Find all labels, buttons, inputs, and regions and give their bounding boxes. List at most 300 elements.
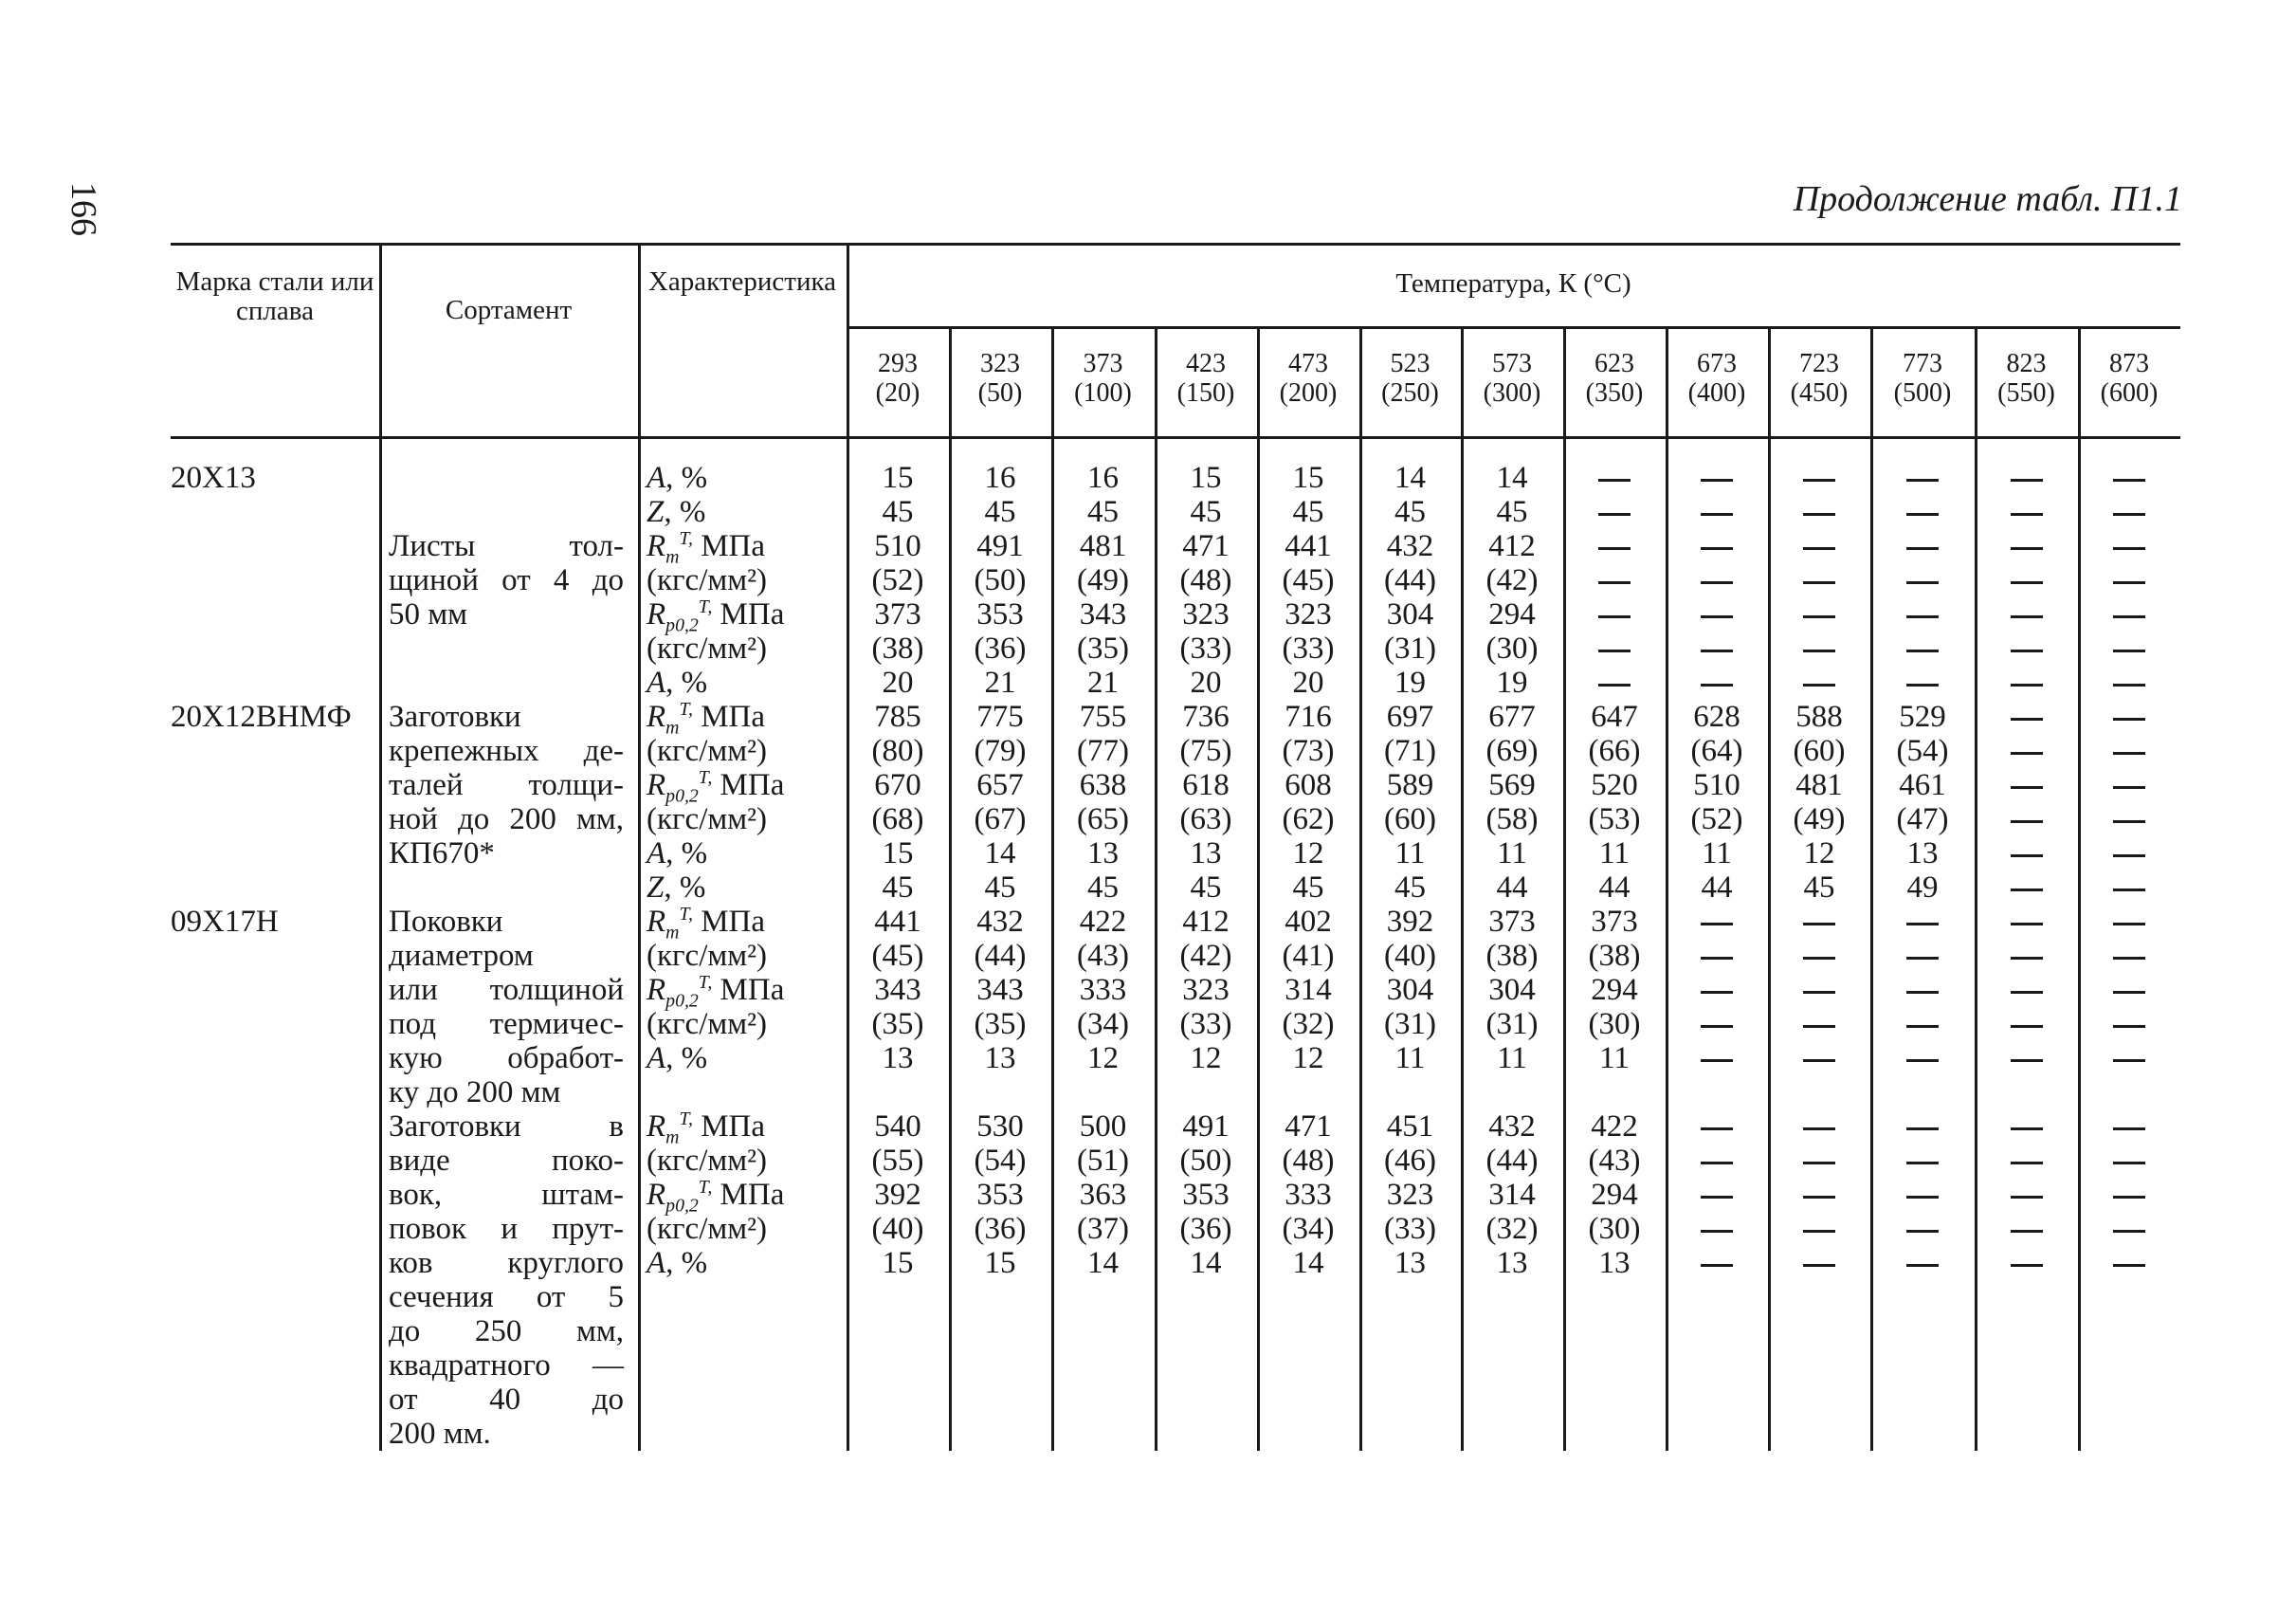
value-cell [1870, 632, 1975, 666]
value-cell: 677 [1488, 700, 1536, 734]
dash-mark [1598, 513, 1631, 516]
value-cell [2078, 836, 2180, 870]
dash-mark [1701, 684, 1733, 687]
value-cell [1975, 1041, 2078, 1075]
header-bottom-rule [171, 436, 2180, 439]
dash-mark [1803, 1230, 1835, 1233]
value-cell: 461 [1899, 768, 1946, 802]
value-cell: 21 [1087, 666, 1119, 700]
value-cell: 45 [1292, 870, 1324, 905]
value-cell: 392 [1386, 905, 1434, 939]
value-cell: (34) [1282, 1212, 1335, 1246]
value-cell: (49) [1793, 802, 1846, 836]
value-cell: 294 [1591, 1178, 1638, 1212]
value-cell: (54) [1896, 734, 1949, 768]
value-cell: (63) [1179, 802, 1232, 836]
value-cell: 14 [1292, 1246, 1324, 1280]
value-cell: 15 [882, 1246, 914, 1280]
dash-mark [2113, 820, 2145, 823]
value-cell [1768, 1212, 1870, 1246]
value-cell: 14 [984, 836, 1016, 870]
value-cell [1870, 495, 1975, 529]
value-cell [1666, 1212, 1768, 1246]
sortament-line: ков круглого [389, 1246, 624, 1280]
value-cell [1870, 1109, 1975, 1144]
value-cell [2078, 700, 2180, 734]
value-cell: 15 [882, 836, 914, 870]
value-cell [1870, 1212, 1975, 1246]
value-cell: 569 [1488, 768, 1536, 802]
value-cell [1870, 597, 1975, 632]
dash-mark [1701, 547, 1733, 550]
value-cell [1870, 1178, 1975, 1212]
dash-mark [1701, 1196, 1733, 1199]
temperature-header-rule [847, 326, 2180, 329]
dash-mark [1598, 581, 1631, 584]
value-cell [2078, 632, 2180, 666]
dash-mark [2113, 1230, 2145, 1233]
value-cell: 304 [1386, 597, 1434, 632]
value-cell: 323 [1285, 597, 1332, 632]
value-cell: 14 [1190, 1246, 1222, 1280]
value-cell [2078, 1007, 2180, 1041]
sortament-line: повок и прут- [389, 1212, 624, 1246]
value-cell: 20 [1292, 666, 1324, 700]
value-cell: 12 [1087, 1041, 1119, 1075]
value-cell: 323 [1182, 973, 1230, 1007]
dash-mark [1803, 547, 1835, 550]
value-cell [1768, 597, 1870, 632]
value-cell: 21 [984, 666, 1016, 700]
value-cell: 45 [882, 870, 914, 905]
value-cell: (49) [1077, 563, 1129, 597]
dash-mark [2011, 923, 2043, 925]
temperature-k-header: 773 [1903, 349, 1942, 378]
sortament-line: Заготовки [389, 700, 521, 734]
dash-mark [2011, 547, 2043, 550]
dash-mark [1803, 615, 1835, 618]
value-cell [1768, 1246, 1870, 1280]
value-cell: 12 [1190, 1041, 1222, 1075]
dash-mark [2011, 615, 2043, 618]
dash-mark [1906, 991, 1939, 994]
value-cell: (37) [1077, 1212, 1129, 1246]
value-cell [1870, 1041, 1975, 1075]
temperature-k-header: 293 [878, 349, 918, 378]
dash-mark [1598, 650, 1631, 652]
value-cell: 45 [1087, 495, 1119, 529]
value-cell: 333 [1079, 973, 1127, 1007]
value-cell: (48) [1282, 1144, 1335, 1178]
value-cell: 12 [1292, 1041, 1324, 1075]
value-cell [1768, 905, 1870, 939]
row-characteristic: $R_m^{T,}$ МПа [647, 699, 766, 739]
value-cell [1975, 1109, 2078, 1144]
row-characteristic: (кгс/мм²) [647, 802, 768, 836]
dash-mark [2113, 479, 2145, 482]
value-cell: 736 [1182, 700, 1230, 734]
dash-mark [1906, 1127, 1939, 1130]
dash-mark [2113, 854, 2145, 857]
dash-mark [1906, 650, 1939, 652]
value-cell: 353 [1182, 1178, 1230, 1212]
value-cell [1870, 529, 1975, 563]
sortament-line: 200 мм. [389, 1417, 491, 1451]
dash-mark [2011, 752, 2043, 755]
value-cell: 44 [1701, 870, 1733, 905]
value-cell: (50) [1179, 1144, 1232, 1178]
value-cell: (33) [1384, 1212, 1436, 1246]
value-cell: 333 [1285, 1178, 1332, 1212]
dash-mark [1701, 991, 1733, 994]
sortament-line: от 40 до [389, 1383, 624, 1417]
dash-mark [2011, 513, 2043, 516]
value-cell: 11 [1599, 836, 1630, 870]
value-cell [1870, 461, 1975, 495]
value-cell [1768, 973, 1870, 1007]
sortament-line: под термичес- [389, 1007, 624, 1041]
dash-mark [2011, 650, 2043, 652]
value-cell: (32) [1282, 1007, 1335, 1041]
value-cell: (31) [1384, 1007, 1436, 1041]
value-cell: 716 [1285, 700, 1332, 734]
dash-mark [2113, 752, 2145, 755]
dash-mark [2011, 1025, 2043, 1028]
value-cell: 353 [976, 1178, 1024, 1212]
value-cell: 45 [984, 495, 1016, 529]
value-cell: 49 [1906, 870, 1939, 905]
dash-mark [1803, 684, 1835, 687]
sortament-line: вок, штам- [389, 1178, 624, 1212]
temperature-k-header: 423 [1186, 349, 1226, 378]
value-cell [1975, 632, 2078, 666]
value-cell [1666, 632, 1768, 666]
value-cell: 13 [1496, 1246, 1528, 1280]
sortament-line: 50 мм [389, 597, 468, 632]
value-cell: 19 [1496, 666, 1528, 700]
value-cell [1975, 495, 2078, 529]
table-top-rule [171, 243, 2180, 246]
value-cell: 510 [1693, 768, 1740, 802]
value-cell [1768, 461, 1870, 495]
value-cell: (55) [871, 1144, 924, 1178]
value-cell: (75) [1179, 734, 1232, 768]
value-cell: 481 [1795, 768, 1843, 802]
value-cell: 11 [1497, 836, 1527, 870]
value-cell [1975, 597, 2078, 632]
value-cell: (35) [1077, 632, 1129, 666]
dash-mark [1701, 1264, 1733, 1267]
value-cell: 363 [1079, 1178, 1127, 1212]
value-cell: 13 [882, 1041, 914, 1075]
row-characteristic: (кгс/мм²) [647, 939, 768, 973]
value-cell: (30) [1485, 632, 1539, 666]
value-cell [1975, 905, 2078, 939]
value-cell: (51) [1077, 1144, 1129, 1178]
value-cell: (80) [871, 734, 924, 768]
value-cell: (43) [1588, 1144, 1641, 1178]
value-cell: 45 [1394, 495, 1426, 529]
value-cell: (52) [871, 563, 924, 597]
row-characteristic: (кгс/мм²) [647, 1144, 768, 1178]
dash-mark [2113, 547, 2145, 550]
value-cell: (32) [1485, 1212, 1539, 1246]
sortament-line: или толщиной [389, 973, 624, 1007]
value-cell [1666, 1178, 1768, 1212]
value-cell: 343 [976, 973, 1024, 1007]
value-cell: (45) [1282, 563, 1335, 597]
value-cell: (38) [871, 632, 924, 666]
value-cell: 471 [1182, 529, 1230, 563]
dash-mark [1701, 957, 1733, 960]
value-cell [1666, 529, 1768, 563]
page-number: 166 [64, 182, 103, 236]
value-cell: (31) [1485, 1007, 1539, 1041]
value-cell: 628 [1693, 700, 1740, 734]
value-cell: 589 [1386, 768, 1434, 802]
value-cell: 588 [1795, 700, 1843, 734]
value-cell: (35) [871, 1007, 924, 1041]
value-cell: 294 [1591, 973, 1638, 1007]
value-cell [1768, 1041, 1870, 1075]
steel-grade: 20Х13 [171, 461, 256, 495]
value-cell: (68) [871, 802, 924, 836]
value-cell: (50) [974, 563, 1027, 597]
value-cell: 13 [1190, 836, 1222, 870]
value-cell: 44 [1496, 870, 1528, 905]
row-characteristic: $R_{p0,2}^{T,}$ МПа [647, 972, 785, 1012]
value-cell [1975, 973, 2078, 1007]
value-cell: (58) [1485, 802, 1539, 836]
dash-mark [2011, 1264, 2043, 1267]
value-cell: (67) [974, 802, 1027, 836]
value-cell: 441 [874, 905, 921, 939]
row-characteristic: $R_m^{T,}$ МПа [647, 904, 766, 943]
value-cell: 44 [1598, 870, 1631, 905]
dash-mark [1906, 513, 1939, 516]
value-cell [1975, 700, 2078, 734]
table-continuation-title: Продолжение табл. П1.1 [1793, 179, 2182, 219]
value-cell [2078, 1212, 2180, 1246]
value-cell [1870, 563, 1975, 597]
sortament-text [389, 1109, 624, 1451]
value-cell [1870, 1246, 1975, 1280]
value-cell: 12 [1292, 836, 1324, 870]
temperature-k-header: 373 [1083, 349, 1123, 378]
value-cell: 540 [874, 1109, 921, 1144]
value-cell: 45 [882, 495, 914, 529]
value-cell [1666, 1109, 1768, 1144]
value-cell [1975, 802, 2078, 836]
value-cell: (30) [1588, 1212, 1641, 1246]
dash-mark [1598, 479, 1631, 482]
value-cell: (64) [1690, 734, 1743, 768]
dash-mark [1701, 1127, 1733, 1130]
value-cell [1870, 666, 1975, 700]
value-cell: (65) [1077, 802, 1129, 836]
dash-mark [2011, 581, 2043, 584]
value-cell: (44) [974, 939, 1027, 973]
sortament-line: Поковки [389, 905, 503, 939]
value-cell [1666, 495, 1768, 529]
sortament-line: ку до 200 мм [389, 1075, 561, 1109]
value-cell: 15 [1292, 461, 1324, 495]
value-cell: (40) [1384, 939, 1436, 973]
value-cell [2078, 734, 2180, 768]
value-cell [1975, 563, 2078, 597]
value-cell [1768, 1144, 1870, 1178]
dash-mark [1803, 1196, 1835, 1199]
value-cell: 608 [1285, 768, 1332, 802]
value-cell: 451 [1386, 1109, 1434, 1144]
value-cell: 14 [1087, 1246, 1119, 1280]
dash-mark [1701, 923, 1733, 925]
temperature-k-header: 873 [2109, 349, 2149, 378]
value-cell: (36) [974, 632, 1027, 666]
value-cell: (36) [974, 1212, 1027, 1246]
dash-mark [2113, 1162, 2145, 1164]
value-cell: 11 [1394, 1041, 1426, 1075]
dash-mark [1598, 615, 1631, 618]
dash-mark [1803, 479, 1835, 482]
dash-mark [2011, 1059, 2043, 1062]
row-characteristic: A, % [647, 1246, 708, 1280]
value-cell: 14 [1496, 461, 1528, 495]
sortament-line: виде поко- [389, 1144, 624, 1178]
value-cell: 15 [1190, 461, 1222, 495]
temperature-c-header: (50) [977, 378, 1023, 408]
temperature-c-header: (350) [1585, 378, 1644, 408]
value-cell: (33) [1179, 632, 1232, 666]
sortament-line: диаметром [389, 939, 534, 973]
value-cell: 373 [1591, 905, 1638, 939]
value-cell: 618 [1182, 768, 1230, 802]
dash-mark [1701, 581, 1733, 584]
value-cell [1563, 666, 1666, 700]
row-characteristic: (кгс/мм²) [647, 563, 768, 597]
temperature-k-header: 723 [1799, 349, 1839, 378]
dash-mark [2113, 615, 2145, 618]
value-cell [2078, 666, 2180, 700]
dash-mark [1701, 615, 1733, 618]
sortament-text [389, 529, 624, 632]
value-cell [1975, 461, 2078, 495]
value-cell: 500 [1079, 1109, 1127, 1144]
value-cell: 775 [976, 700, 1024, 734]
value-cell: 45 [1803, 870, 1835, 905]
value-cell [1563, 563, 1666, 597]
value-cell: 441 [1285, 529, 1332, 563]
dash-mark [1803, 1162, 1835, 1164]
row-characteristic: $R_{p0,2}^{T,}$ МПа [647, 1177, 785, 1217]
column-divider [638, 243, 641, 1451]
value-cell [1768, 563, 1870, 597]
sortament-line: Листы тол- [389, 529, 624, 563]
dash-mark [1803, 581, 1835, 584]
value-cell [1870, 1007, 1975, 1041]
value-cell [1870, 973, 1975, 1007]
dash-mark [2113, 1127, 2145, 1130]
dash-mark [2113, 923, 2145, 925]
value-cell: 45 [1394, 870, 1426, 905]
value-cell: 530 [976, 1109, 1024, 1144]
value-cell: (66) [1588, 734, 1641, 768]
value-cell [2078, 597, 2180, 632]
value-cell: 12 [1803, 836, 1835, 870]
value-cell [1666, 461, 1768, 495]
temperature-k-header: 473 [1288, 349, 1328, 378]
dash-mark [1803, 1127, 1835, 1130]
value-cell: 373 [1488, 905, 1536, 939]
value-cell: 657 [976, 768, 1024, 802]
value-cell: 471 [1285, 1109, 1332, 1144]
value-cell [1975, 1246, 2078, 1280]
value-cell: (30) [1588, 1007, 1641, 1041]
value-cell [2078, 461, 2180, 495]
value-cell [1666, 939, 1768, 973]
row-characteristic: (кгс/мм²) [647, 1212, 768, 1246]
header-characteristic: Характеристика [647, 266, 837, 297]
dash-mark [1803, 923, 1835, 925]
dash-mark [2113, 718, 2145, 721]
sortament-line: талей толщи- [389, 768, 624, 802]
temperature-c-header: (200) [1279, 378, 1338, 408]
value-cell [1666, 973, 1768, 1007]
value-cell: 14 [1394, 461, 1426, 495]
dash-mark [2011, 957, 2043, 960]
dash-mark [2011, 1196, 2043, 1199]
value-cell: (41) [1282, 939, 1335, 973]
row-characteristic: Z, % [647, 870, 706, 905]
value-cell: 16 [1087, 461, 1119, 495]
dash-mark [2011, 820, 2043, 823]
value-cell [1975, 666, 2078, 700]
value-cell: 432 [1488, 1109, 1536, 1144]
value-cell [1563, 529, 1666, 563]
value-cell: 45 [1496, 495, 1528, 529]
row-characteristic: (кгс/мм²) [647, 632, 768, 666]
dash-mark [2113, 684, 2145, 687]
value-cell [1975, 1144, 2078, 1178]
value-cell [1768, 529, 1870, 563]
dash-mark [1803, 957, 1835, 960]
value-cell: 45 [1292, 495, 1324, 529]
temperature-c-header: (100) [1074, 378, 1132, 408]
steel-grade: 09Х17Н [171, 905, 279, 939]
value-cell: 15 [984, 1246, 1016, 1280]
value-cell: (43) [1077, 939, 1129, 973]
value-cell: 13 [1087, 836, 1119, 870]
dash-mark [2113, 786, 2145, 789]
dash-mark [1803, 1025, 1835, 1028]
dash-mark [1803, 650, 1835, 652]
value-cell: 16 [984, 461, 1016, 495]
dash-mark [2113, 513, 2145, 516]
value-cell: (36) [1179, 1212, 1232, 1246]
value-cell: 304 [1488, 973, 1536, 1007]
value-cell [2078, 529, 2180, 563]
value-cell [1666, 1041, 1768, 1075]
value-cell: 323 [1182, 597, 1230, 632]
temperature-k-header: 523 [1390, 349, 1430, 378]
temperature-k-header: 673 [1697, 349, 1737, 378]
sortament-line: кую обработ- [389, 1041, 624, 1075]
temperature-c-header: (150) [1176, 378, 1235, 408]
dash-mark [2011, 786, 2043, 789]
value-cell: 491 [1182, 1109, 1230, 1144]
temperature-c-header: (300) [1483, 378, 1541, 408]
header-sortament: Сортамент [445, 295, 573, 325]
